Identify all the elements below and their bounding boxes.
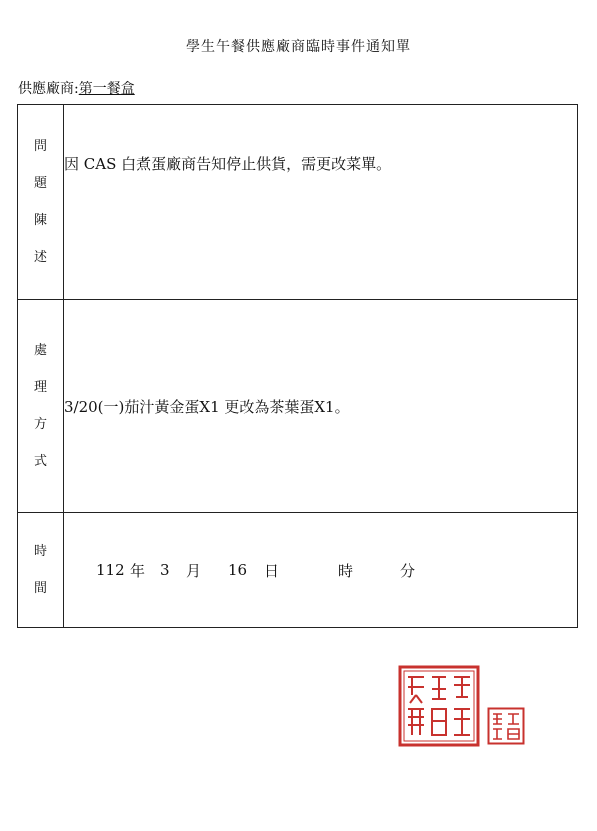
problem-label xyxy=(18,105,64,300)
handling-row xyxy=(18,300,578,513)
company-seal xyxy=(398,665,480,747)
time-label-char: 間 xyxy=(33,581,47,596)
handling-label-char: 處 xyxy=(33,343,47,358)
handling-label xyxy=(18,300,64,513)
time-label xyxy=(18,513,64,628)
day-unit: 日 xyxy=(264,561,280,580)
year-unit: 年 xyxy=(130,561,146,580)
vendor-name: 第一餐盒 xyxy=(78,81,135,97)
vendor-label: 供應廠商: xyxy=(18,81,79,97)
handling-label-char: 方 xyxy=(33,417,47,432)
problem-label-char: 問 xyxy=(33,139,47,154)
problem-label-char: 陳 xyxy=(33,213,47,228)
year-value: 112 xyxy=(96,561,125,579)
time-label-char: 時 xyxy=(33,544,47,559)
day-value: 16 xyxy=(228,561,248,579)
problem-content: 因 CAS 白煮蛋廠商告知停止供貨，需更改菜單。 xyxy=(64,155,392,173)
time-row xyxy=(18,513,578,628)
month-value: 3 xyxy=(160,561,170,579)
problem-label-char: 述 xyxy=(33,250,47,265)
handling-content: 3/20(一)茄汁黃金蛋X1 更改為茶葉蛋X1。 xyxy=(64,300,578,513)
page-title: 學生午餐供應廠商臨時事件通知單 xyxy=(186,39,411,55)
notice-form-table xyxy=(17,104,578,628)
month-unit: 月 xyxy=(186,561,202,580)
handling-label-char: 式 xyxy=(33,454,47,469)
problem-content-cell xyxy=(64,105,578,300)
hour-unit: 時 xyxy=(338,561,354,580)
problem-row xyxy=(18,105,578,300)
handling-label-char: 理 xyxy=(33,380,47,395)
problem-label-char: 題 xyxy=(33,176,47,191)
time-content-cell xyxy=(64,513,578,628)
personal-seal xyxy=(487,707,525,745)
minute-unit: 分 xyxy=(400,561,416,580)
vendor-line xyxy=(18,78,135,98)
